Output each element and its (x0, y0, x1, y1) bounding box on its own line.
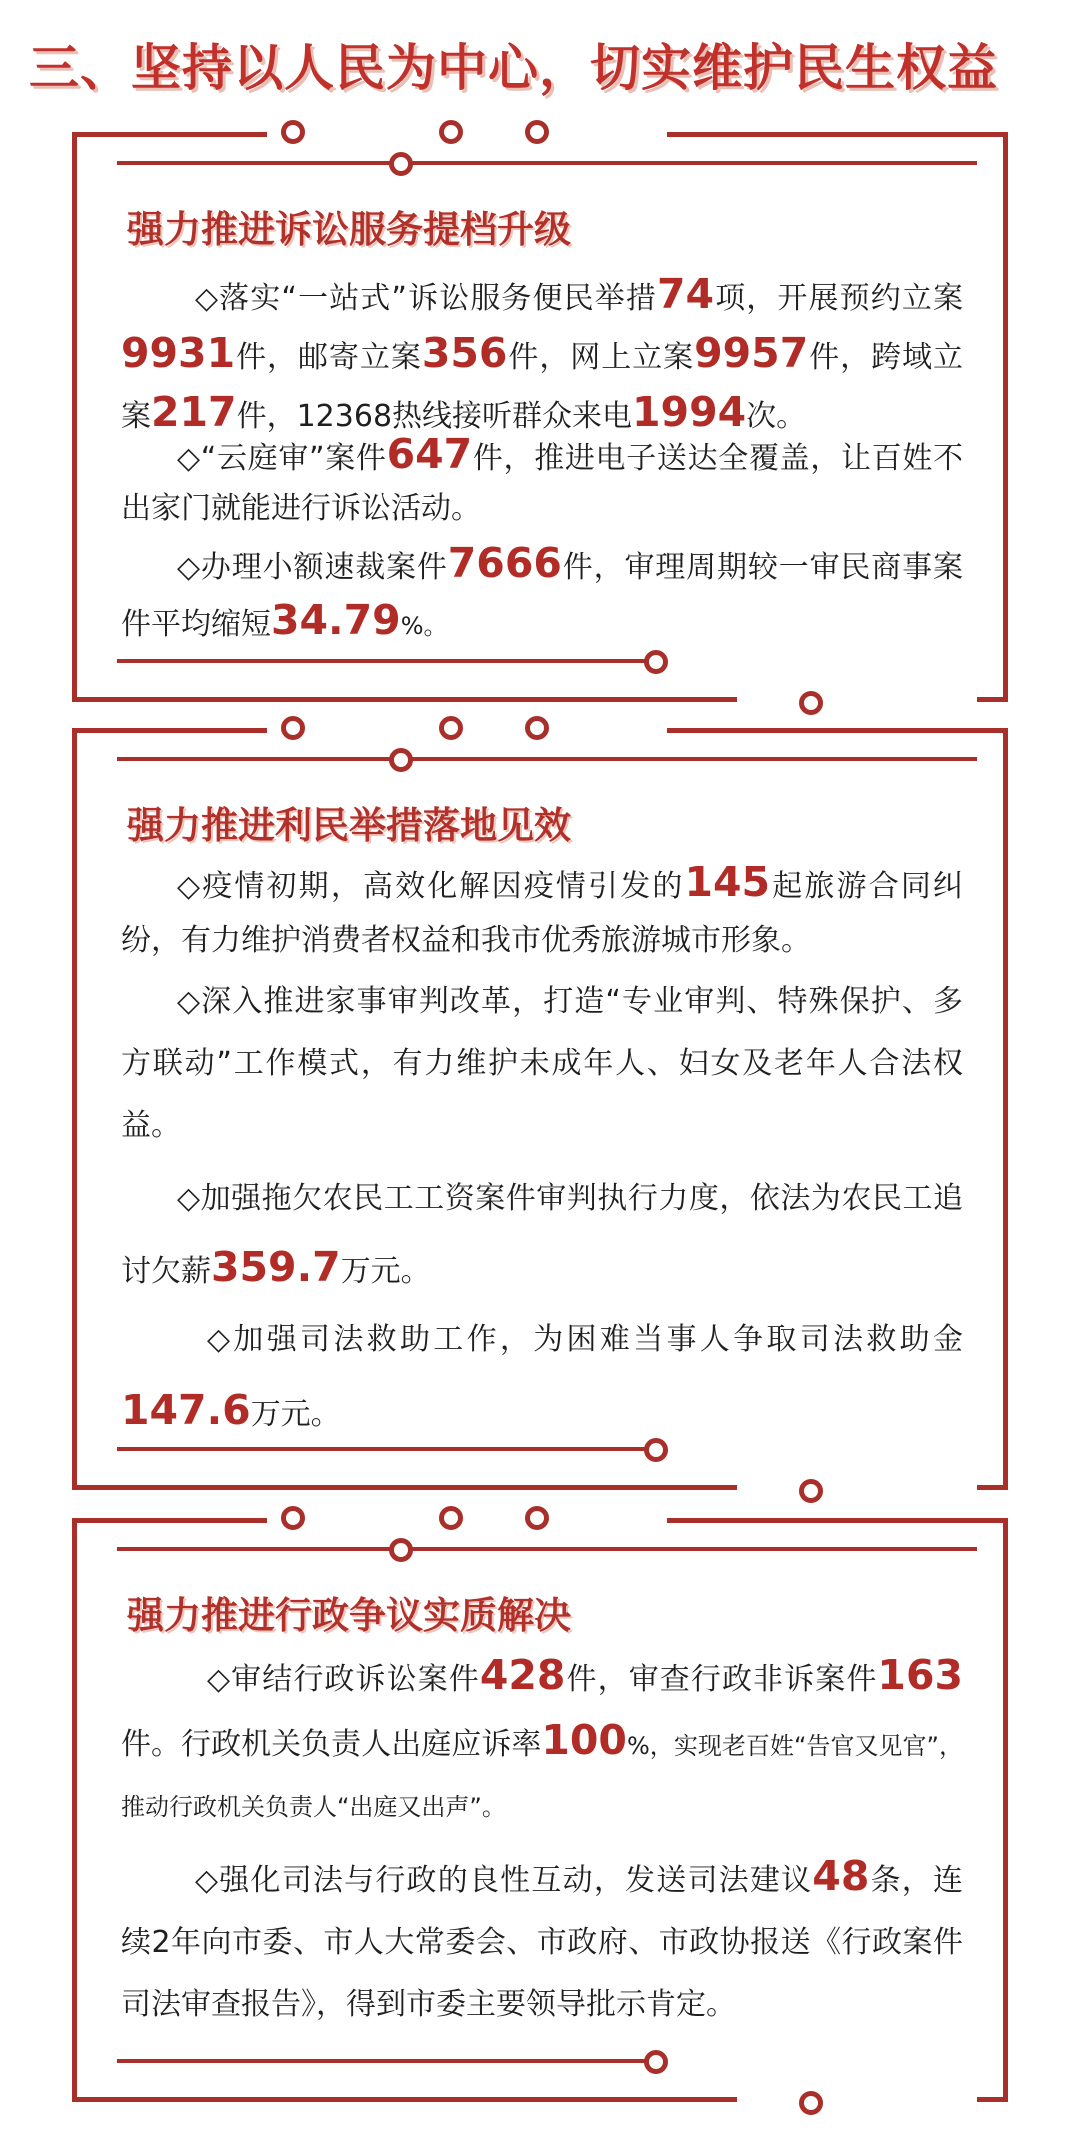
ring-ornament-icon (525, 120, 549, 144)
page-title: 三、坚持以人民为中心，切实维护民生权益 (29, 39, 998, 97)
section-card-2 (72, 728, 1008, 1490)
section-heading: 强力推进利民举措落地见效 (127, 804, 571, 847)
ring-ornament-icon (799, 1479, 823, 1503)
ring-ornament-icon (644, 650, 668, 674)
ring-ornament-icon (644, 2050, 668, 2074)
ring-ornament-icon (281, 716, 305, 740)
ring-ornament-icon (389, 748, 413, 772)
ring-ornament-icon (799, 2091, 823, 2115)
ring-ornament-icon (389, 1538, 413, 1562)
ring-ornament-icon (525, 1506, 549, 1530)
paragraph: ◇加强拖欠农民工工资案件审判执行力度，依法为农民工追讨欠薪359.7万元。 (121, 1181, 963, 1291)
paragraph: ◇“云庭审”案件647件，推进电子送达全覆盖，让百姓不出家门就能进行诉讼活动。 (121, 430, 964, 526)
section-heading: 强力推进行政争议实质解决 (127, 1594, 571, 1637)
ring-ornament-icon (281, 120, 305, 144)
paragraph: ◇办理小额速裁案件7666件，审理周期较一审民商事案件平均缩短34.79%。 (121, 539, 963, 644)
paragraph: ◇落实“一站式”诉讼服务便民举措74项，开展预约立案9931件，邮寄立案356件，网上立案9957件，跨域立案217件，12368热线接听群众来电1994次。 (121, 270, 964, 436)
section-heading: 强力推进诉讼服务提档升级 (127, 208, 571, 251)
ring-ornament-icon (525, 716, 549, 740)
ring-ornament-icon (389, 152, 413, 176)
paragraph: ◇加强司法救助工作，为困难当事人争取司法救助金147.6万元。 (121, 1322, 963, 1434)
ring-ornament-icon (644, 1438, 668, 1462)
section-card-3 (72, 1518, 1008, 2102)
paragraph: ◇强化司法与行政的良性互动，发送司法建议48条，连续2年向市委、市人大常委会、市政府、市政协报送《行政案件司法审查报告》，得到市委主要领导批示肯定。 (121, 1852, 963, 2022)
paragraph: ◇审结行政诉讼案件428件，审查行政非诉案件163件。行政机关负责人出庭应诉率100%，实现老百姓“告官又见官”，推动行政机关负责人“出庭又出声”。 (121, 1651, 964, 1821)
ring-ornament-icon (439, 120, 463, 144)
paragraph: ◇疫情初期，高效化解因疫情引发的145起旅游合同纠纷，有力维护消费者权益和我市优秀旅游城市形象。 (121, 858, 964, 958)
ring-ornament-icon (281, 1506, 305, 1530)
section-card-1 (72, 132, 1008, 702)
ring-ornament-icon (439, 1506, 463, 1530)
ring-ornament-icon (799, 691, 823, 715)
ring-ornament-icon (439, 716, 463, 740)
paragraph: ◇深入推进家事审判改革，打造“专业审判、特殊保护、多方联动”工作模式，有力维护未成年人、妇女及老年人合法权益。 (121, 984, 963, 1143)
